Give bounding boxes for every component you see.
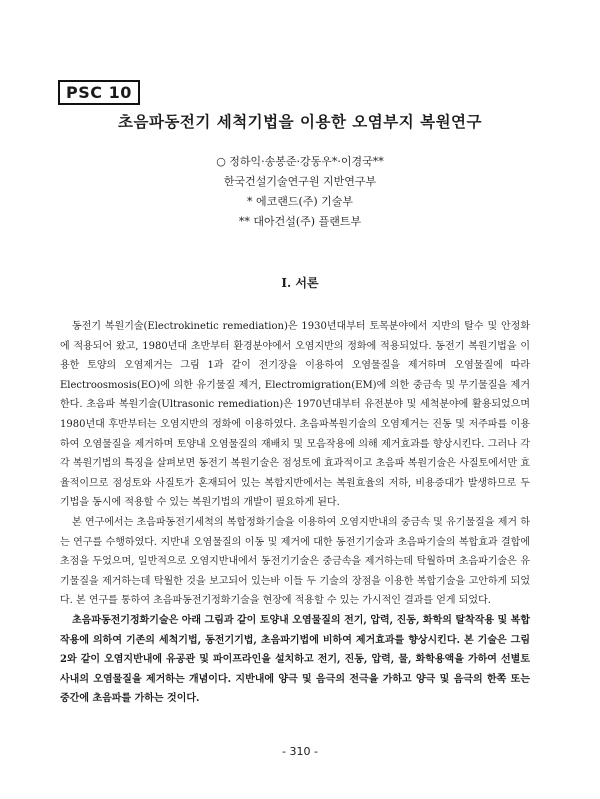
author-affiliation-main: 한국건설기술연구원 지반연구부 xyxy=(223,175,377,188)
paragraph: 본 연구에서는 초음파동전기세척의 복합정화기술을 이용하여 오염지반내의 중금속 및 유기물질을 제거 하는 연구를 수행하였다. 지반내 오염물질의 이동 및 제거에 대한 동전기기술과 초음파기술의 복합효과 결합에 초점을 두었으며, 일반적으로 오염지반내에서 동전기기술은 중금속을 제거하는데 탁월하며 초음파기술은 유기물질을 제거하는데 탁월한 것을 보고되어 있는바 이들 두 기술의 장점을 이용한 복합기술을 고안하게 되었다. 본 연구를 통하여 초음파동전기정화기술을 현장에 적용할 수 있는 가시적인 결과를 얻게 되었다. xyxy=(60,516,530,607)
author-affiliation-2: ** 대아건설(주) 플랜트부 xyxy=(238,215,362,228)
section-heading: I. 서론 xyxy=(281,276,319,290)
body-text xyxy=(60,317,530,709)
author-names: ○ 정하익·송봉준·강동우*·이경국** xyxy=(216,155,384,168)
page-number: - 310 - xyxy=(282,745,318,758)
paragraph: 동전기 복원기술(Electrokinetic remediation)은 1930년대부터 토목분야에서 지반의 탈수 및 안정화에 적용되어 왔고, 1980년대 초반부터 환경분야에서 오염지반의 정화에 적용되었다. 동전기 복원기법을 이용한 토양의 오염제거는 그림 1과 같이 전기장을 이용하여 오염물질을 제거하며 오염물질에 따라 Electroosmosis(EO)에 의한 유기물질 제거, Electromigration(EM)에 의한 중금속 및 무기물질을 제거한다. 초음파 복원기술(Ultrasonic remediation)은 1970년대부터 유전분야 및 세척분야에 활용되었으며 1980년대 후반부터는 오염지반의 정화에 이용하였다. 초음파복원기술의 오염제거는 진동 및 저주파를 이용하여 오염물질을 제거하며 토양내 오염물질의 재배치 및 모음작용에 의해 제거효과를 향상시킨다. 그러나 각각 복원기법의 특징을 살펴보면 동전기 복원기술은 점성토에 효과적이고 초음파 복원기술은 사질토에서만 효율적이므로 점성토와 사질토가 혼재되어 있는 복합지반에서는 복원효율의 저하, 비용증대가 발생하므로 두 기법을 동시에 적용할 수 있는 복원기법의 개발이 필요하게 된다. xyxy=(60,321,530,509)
paper-title: 초음파동전기 세척기법을 이용한 오염부지 복원연구 xyxy=(118,112,482,131)
paragraph: 초음파동전기정화기술은 아래 그림과 같이 토양내 오염물질의 전기, 압력, 진동, 화학의 탈착작용 및 복합작용에 의하여 기존의 세척기법, 동전기기법, 초음파기법에 비하여 제거효과를 향상시킨다. 본 기술은 그림 2와 같이 오염지반내에 유공관 및 파이프라인을 설치하고 전기, 진동, 압력, 물, 화학용액을 가하여 선별토사내의 오염물질을 제거하는 개념이다. 지반내에 양극 및 음극의 전극을 가하고 양극 및 음극의 한쪽 또는 중간에 초음파를 가하는 것이다. xyxy=(60,614,530,705)
author-block xyxy=(0,152,600,232)
session-badge: PSC 10 xyxy=(58,80,140,105)
author-affiliation-1: * 에코랜드(주) 기술부 xyxy=(246,195,354,208)
